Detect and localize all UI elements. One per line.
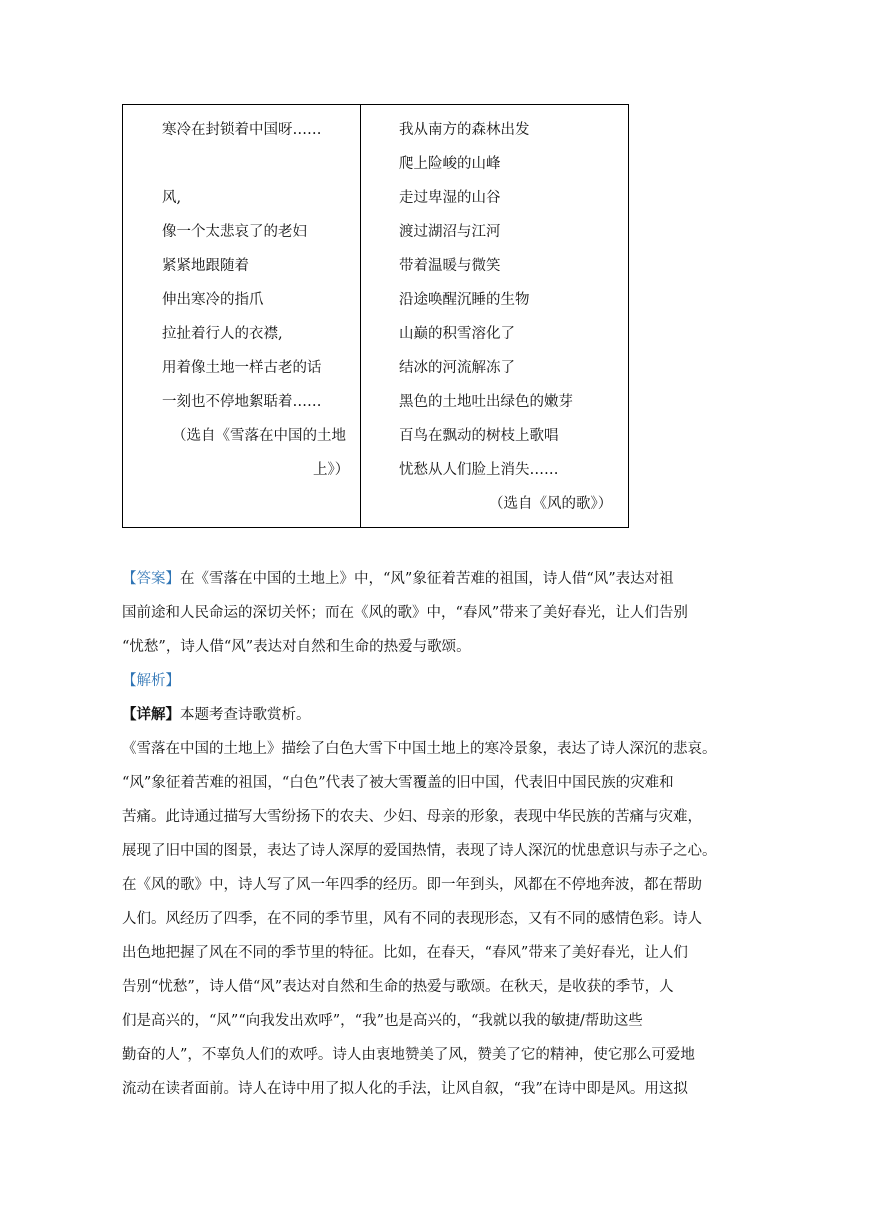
left-poem-line: 一刻也不停地絮聒着…… [162,394,322,410]
analysis-heading [122,664,742,698]
detail-line: 在《风的歌》中，诗人写了风一年四季的经历。即一年到头，风都在不停地奔波，都在帮助 [122,877,702,893]
detail-line: 人们。风经历了四季，在不同的季节里，风有不同的表现形态，又有不同的感情色彩。诗人 [122,911,702,927]
detail-line: 出色地把握了风在不同的季节里的特征。比如，在春天，“春风”带来了美好春光，让人们 [122,945,688,961]
answer-line: “忧愁”，诗人借“风”表达对自然和生命的热爱与歌颂。 [122,639,471,655]
detail-label: 【详解】 [122,706,180,723]
poem-comparison-table [122,104,629,528]
left-poem-line: 风, [162,190,182,206]
detail-line: 《雪落在中国的土地上》描绘了白色大雪下中国土地上的寒冷景象，表达了诗人深沉的悲哀。 [122,741,717,757]
right-poem-line: 渡过湖沼与江河 [399,224,501,240]
answer-label: 【答案】 [122,571,180,587]
detail-line: “风”象征着苦难的祖国，“白色”代表了被大雪覆盖的旧中国，代表旧中国民族的灾难和 [122,775,674,791]
right-poem-line: 黑色的土地吐出绿色的嫩芽 [399,394,573,410]
table-divider [360,105,361,527]
left-poem-line: 紧紧地跟随着 [162,258,249,274]
left-poem-source: （选自《雪落在中国的土地 [172,428,346,444]
left-poem-source: 上》） [313,462,350,478]
right-poem-line: 带着温暖与微笑 [399,258,501,274]
right-poem-line: 百鸟在飘动的树枝上歌唱 [399,428,559,444]
right-poem-line: 山巅的积雪溶化了 [399,326,515,342]
answer-line: 【答案】在《雪落在中国的土地上》中，“风”象征着苦难的祖国，诗人借“风”表达对祖 [122,571,674,587]
detail-paragraph [122,698,742,1106]
left-poem-line: 像一个太悲哀了的老妇 [162,224,307,240]
left-poem-line: 用着像土地一样古老的话 [162,360,322,376]
right-poem-line: 沿途唤醒沉睡的生物 [399,292,530,308]
left-poem-line: 伸出寒冷的指爪 [162,292,264,308]
detail-line: 告别“忧愁”，诗人借“风”表达对自然和生命的热爱与歌颂。在秋天，是收获的季节，人 [122,979,674,995]
answer-line: 国前途和人民命运的深切关怀；而在《风的歌》中，“春风”带来了美好春光，让人们告别 [122,605,688,621]
detail-line: 流动在读者面前。诗人在诗中用了拟人化的手法，让风自叙，“我”在诗中即是风。用这拟 [122,1081,688,1097]
right-poem-line: 走过卑湿的山谷 [399,190,501,206]
right-poem-line: 爬上险峻的山峰 [399,156,501,172]
detail-intro-line: 【详解】本题考查诗歌赏析。 [122,706,311,723]
detail-line: 勤奋的人”，不辜负人们的欢呼。诗人由衷地赞美了风，赞美了它的精神，使它那么可爱地 [122,1047,695,1063]
right-poem-line: 我从南方的森林出发 [399,122,530,138]
analysis-label: 【解析】 [122,673,180,689]
detail-line: 们是高兴的，“风”“向我发出欢呼”，“我”也是高兴的，“我就以我的敏捷/帮助这些 [122,1013,643,1029]
right-poem-line: 忧愁从人们脸上消失…… [399,462,559,478]
right-poem-line: 结冰的河流解冻了 [399,360,515,376]
left-poem-line: 寒冷在封锁着中国呀…… [162,122,322,138]
left-poem-line: 拉扯着行人的衣襟, [162,326,283,342]
detail-line: 展现了旧中国的图景，表达了诗人深厚的爱国热情，表现了诗人深沉的忧患意识与赤子之心。 [122,843,717,859]
right-poem-source: （选自《风的歌》） [489,496,613,512]
detail-line: 苦痛。此诗通过描写大雪纷扬下的农夫、少妇、母亲的形象，表现中华民族的苦痛与灾难， [122,809,702,825]
answer-paragraph [122,562,742,664]
